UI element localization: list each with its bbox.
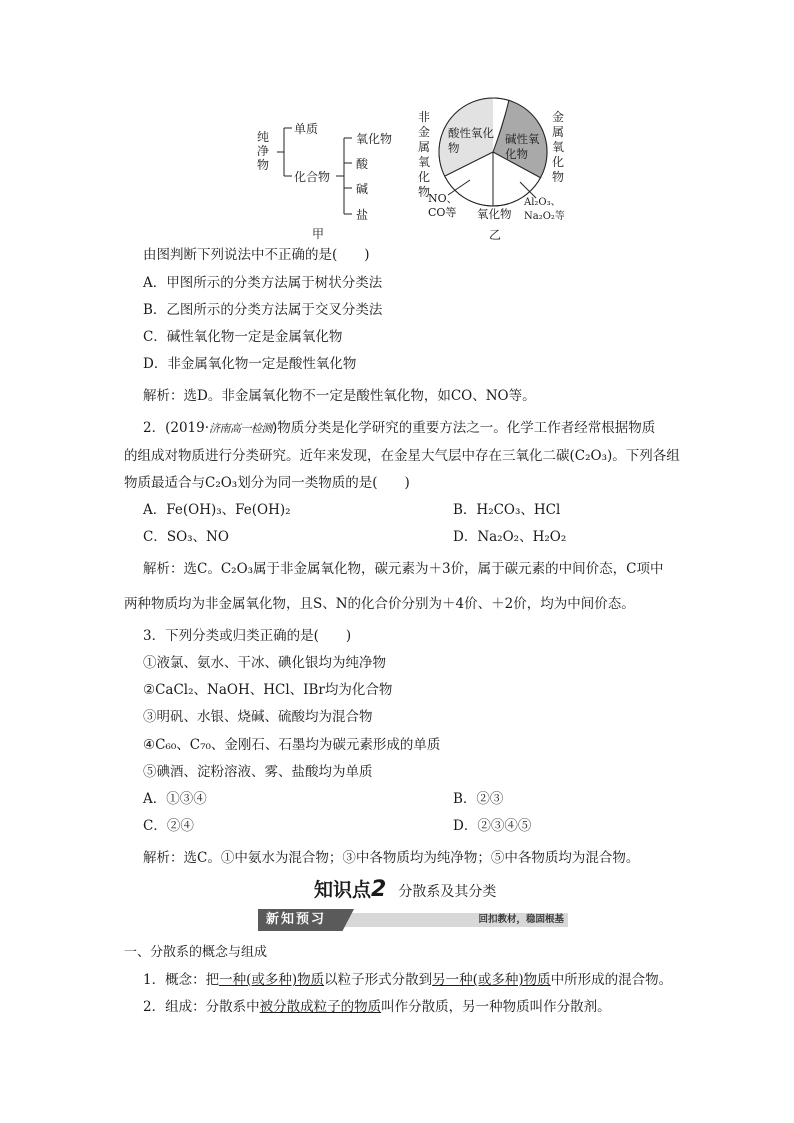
banner-slogan: 回扣教材，稳固根基: [478, 914, 564, 925]
concept-1-mid: 以粒子形式分散到: [324, 972, 433, 988]
tree-leaf-salt: 盐: [356, 208, 369, 222]
label-no-co: NO、CO等: [428, 192, 458, 219]
q2-number: 2．(2019·: [143, 420, 210, 436]
concept-2-blank: 被分散成粒子的物质: [259, 999, 382, 1015]
concept-2-post: 叫作分散质，另一种物质叫作分散剂。: [381, 999, 611, 1015]
label-metal-oxide: 金属氧化物: [552, 110, 565, 184]
concept-1-blank1: 一种(或多种)物质: [219, 972, 325, 988]
concept-1-blank2: 另一种(或多种)物质: [432, 972, 551, 988]
concept-2-pre: 2．组成：分散系中: [143, 999, 260, 1015]
q2-stem-rest: )物质分类是化学研究的重要方法之一。化学工作者经常根据物质: [272, 420, 656, 436]
diagram-yi-caption: 乙: [489, 228, 502, 242]
q2-stem-line2: 的组成对物质进行分类研究。近年来发现，在金星大气层中存在三氧化二碳(C₂O₃)。下列各组: [124, 448, 680, 464]
concept-item-2: [143, 997, 611, 1017]
q2-analysis-line2: 两种物质均为非金属氧化物，且S、N的化合价分别为＋4价、＋2价，均为中间价态。: [124, 596, 635, 612]
q2-stem-line3: 物质最适合与C₂O₃划分为同一类物质的是( ): [124, 475, 410, 491]
q1-option-b: B．乙图所示的分类方法属于交叉分类法: [143, 302, 383, 318]
q1-analysis: 解析：选D。非金属氧化物不一定是酸性氧化物，如CO、NO等。: [143, 388, 536, 404]
q2-option-b: B．H₂CO₃、HCl: [453, 502, 561, 518]
q2-option-a: A．Fe(OH)₃、Fe(OH)₂: [143, 502, 291, 518]
tree-node-compound: 化合物: [294, 170, 331, 184]
concept-1-pre: 1．概念：把: [143, 972, 220, 988]
section-title-number: 2: [371, 877, 387, 902]
concept-heading: 一、分散系的概念与组成: [124, 945, 268, 960]
preview-banner: [258, 909, 568, 931]
section-title: [314, 876, 496, 906]
q2-source: 济南高一检测: [209, 422, 273, 435]
q1-stem: 由图判断下列说法中不正确的是( ): [143, 247, 370, 263]
label-nonmetal-oxide: 非金属氧化物: [418, 110, 431, 199]
label-al-na: Al₂O₃、Na₂O₂等: [524, 197, 565, 222]
q3-item-1: ①液氯、氨水、干冰、碘化银均为纯净物: [143, 655, 386, 671]
diagram-jia-caption: 甲: [312, 227, 325, 241]
q2-analysis-line1: 解析：选C。C₂O₃属于非金属氧化物，碳元素为＋3价，属于碳元素的中间价态，C项中: [143, 561, 664, 577]
q3-option-c: C．②④: [143, 818, 194, 834]
q3-option-b: B．②③: [453, 791, 504, 807]
tree-node-elemental: 单质: [294, 122, 319, 136]
tree-leaf-acid: 酸: [356, 157, 369, 171]
q3-item-2: ②CaCl₂、NaOH、HCl、IBr均为化合物: [143, 682, 393, 698]
tree-leaf-base: 碱: [356, 182, 369, 196]
section-title-prefix: 知识点: [314, 879, 372, 901]
q1-option-a: A．甲图所示的分类方法属于树状分类法: [143, 275, 383, 291]
banner-label: 新知预习: [266, 912, 327, 927]
q3-option-a: A．①③④: [143, 791, 207, 807]
concept-item-1: [143, 970, 672, 990]
q3-option-d: D．②③④⑤: [453, 818, 532, 834]
pointer-lines: [440, 170, 550, 210]
q2-option-c: C．SO₃、NO: [143, 529, 229, 545]
q3-item-5: ⑤碘酒、淀粉溶液、雾、盐酸均为单质: [143, 764, 373, 780]
tree-leaf-oxide: 氧化物: [356, 132, 393, 146]
q1-option-d: D．非金属氧化物一定是酸性氧化物: [143, 356, 357, 372]
q3-item-4: ④C₆₀、C₇₀、金刚石、石墨均为碳元素形成的单质: [143, 737, 441, 753]
q3-stem: 3．下列分类或归类正确的是( ): [143, 628, 352, 644]
q3-analysis: 解析：选C。①中氨水为混合物；③中各物质均为纯净物；⑤中各物质均为混合物。: [143, 850, 640, 866]
section-title-text: 分散系及其分类: [398, 884, 497, 900]
label-oxide: 氧化物: [477, 207, 512, 221]
concept-1-post: 中所形成的混合物。: [550, 972, 673, 988]
q2-stem-line1: [143, 418, 655, 439]
label-basic-oxide: 碱性氧化物: [505, 132, 540, 161]
tree-root: 纯净物: [257, 130, 270, 172]
q2-option-d: D．Na₂O₂、H₂O₂: [453, 529, 567, 545]
q1-option-c: C．碱性氧化物一定是金属氧化物: [143, 329, 343, 345]
label-acidic-oxide: 酸性氧化物: [448, 126, 494, 155]
q3-item-3: ③明矾、水银、烧碱、硫酸均为混合物: [143, 709, 373, 725]
